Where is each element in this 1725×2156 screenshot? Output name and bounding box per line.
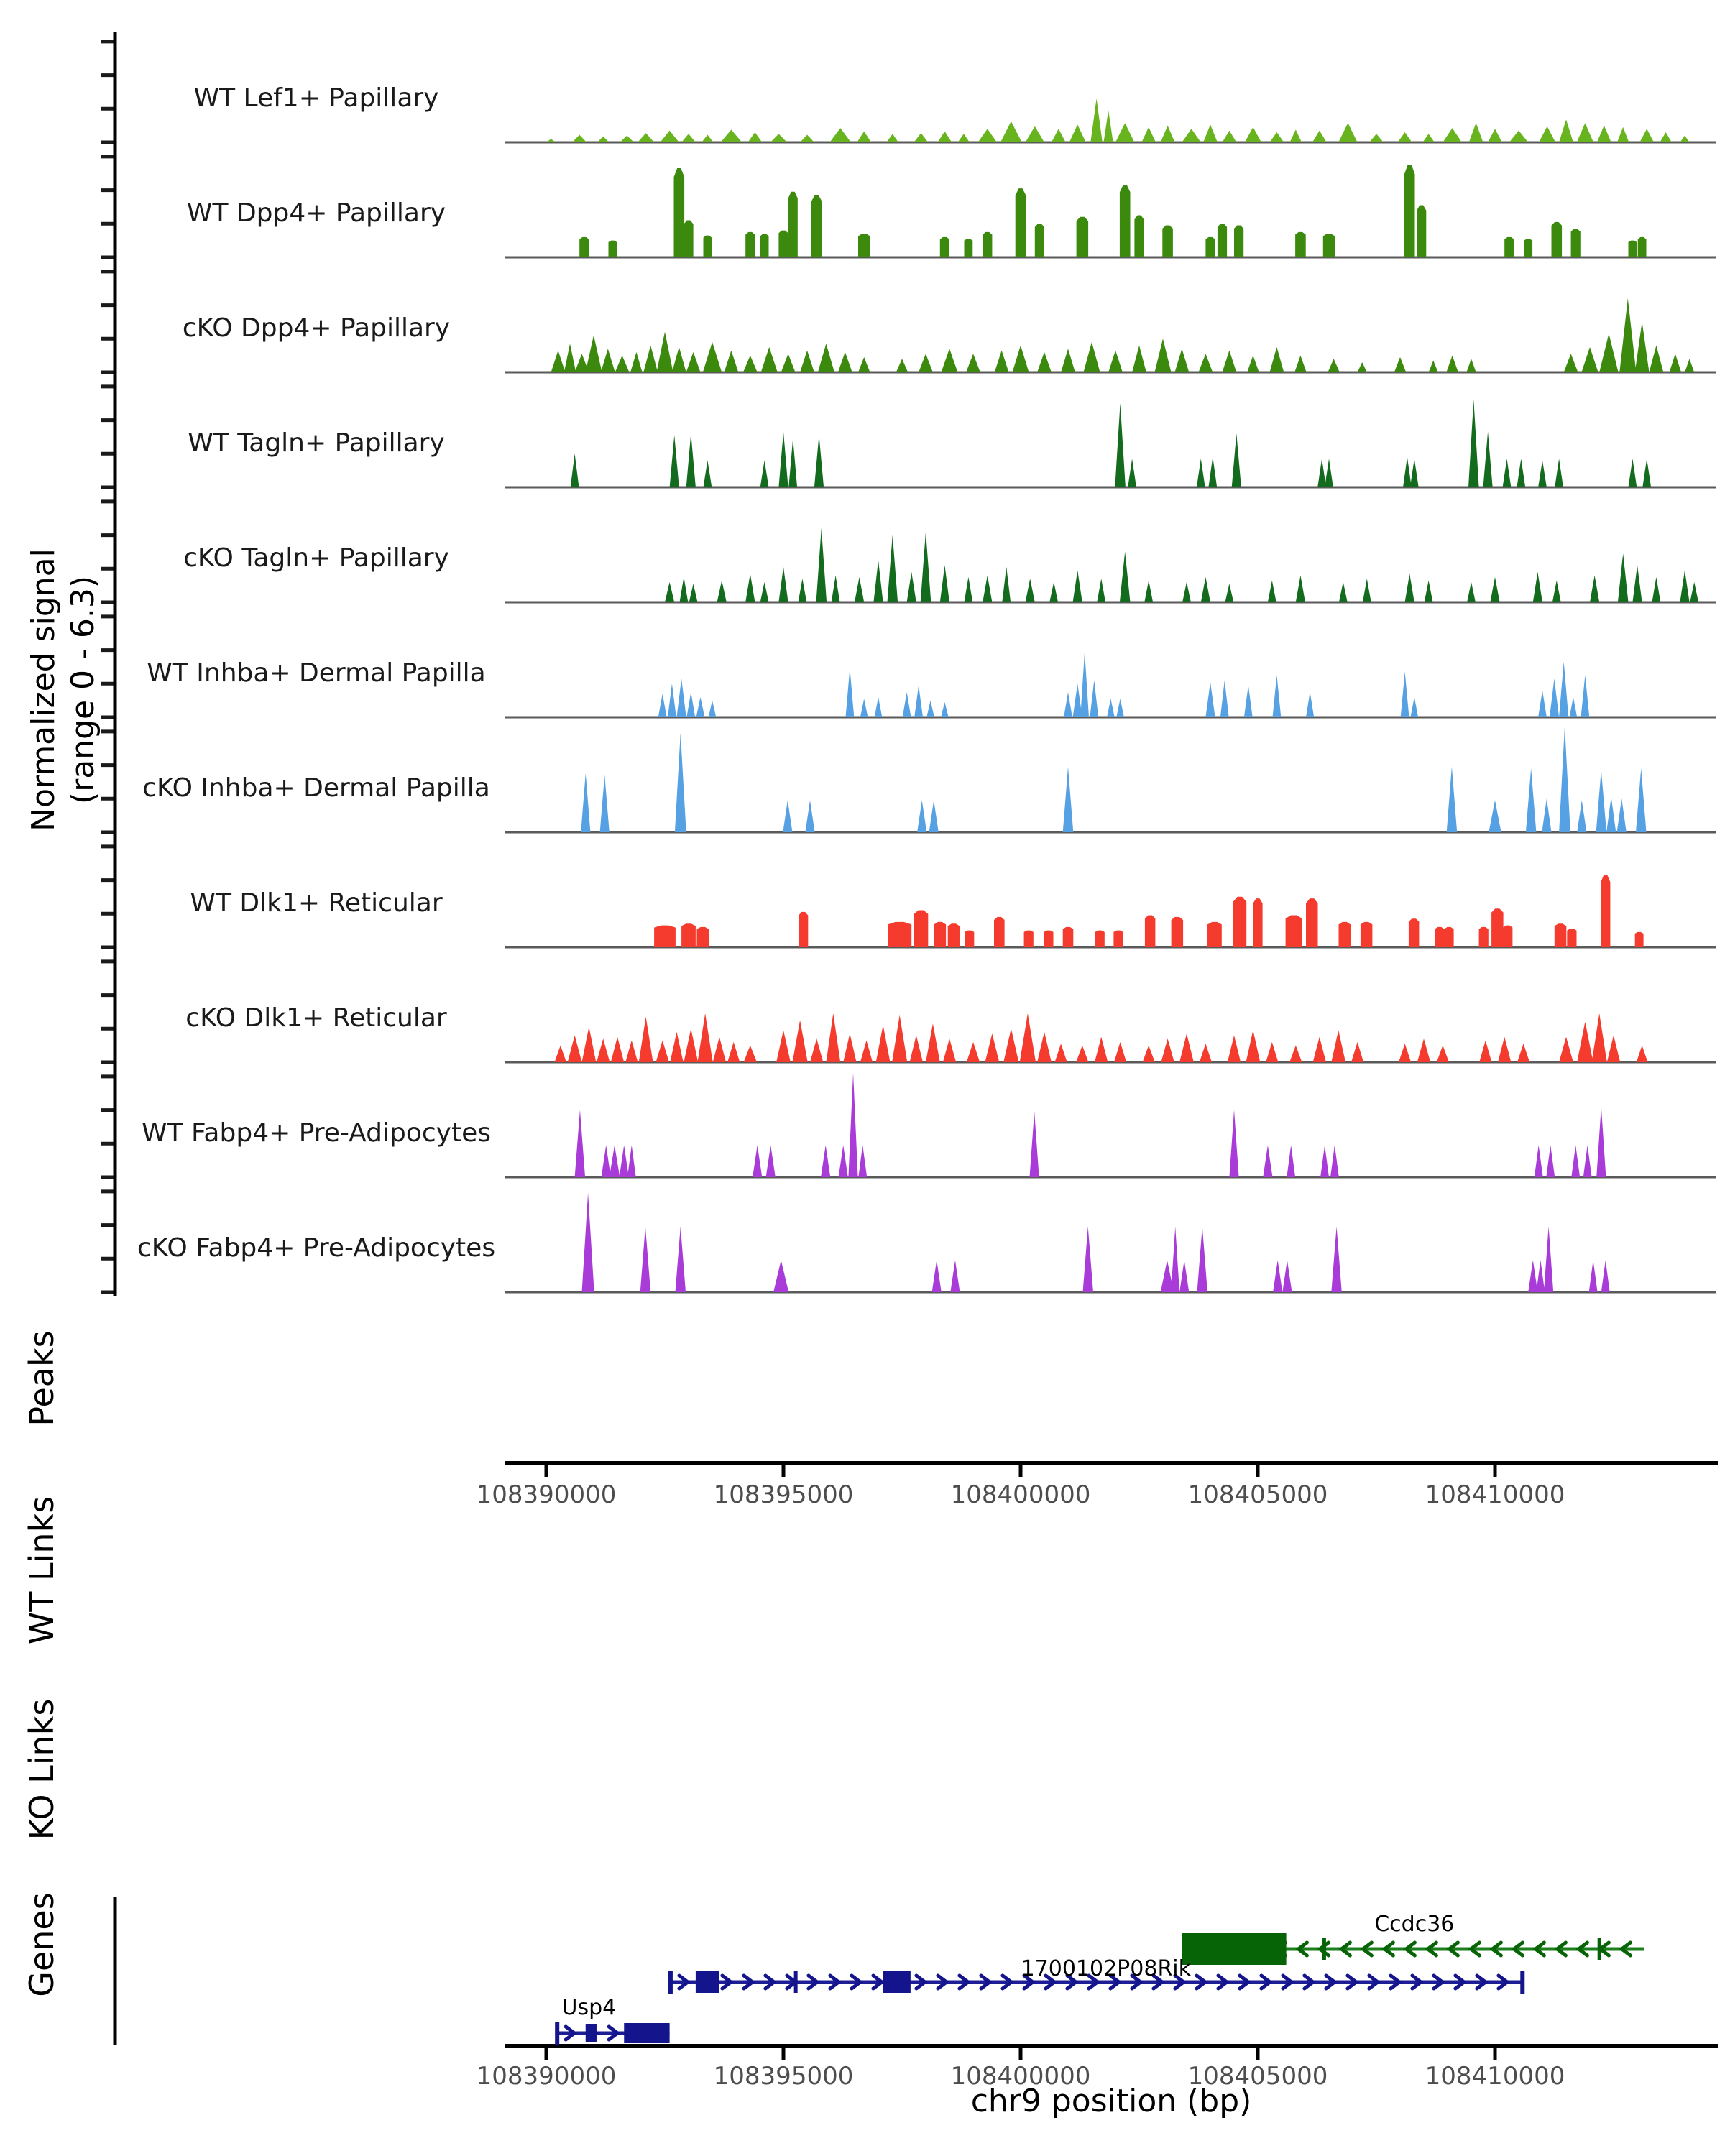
track-label-9: cKO Dlk1+ Reticular <box>185 1003 447 1033</box>
signal-area-8 <box>654 875 1644 947</box>
tick-label: 108405000 <box>1187 2062 1328 2091</box>
section-label-peaks: Peaks <box>22 1330 61 1427</box>
genome-axis <box>505 2044 1718 2048</box>
gene-end-bar <box>555 2022 559 2045</box>
x-axis-title: chr9 position (bp) <box>970 2083 1252 2119</box>
signal-area-6 <box>658 652 1590 717</box>
gene-exon-1700102P08Rik <box>883 1971 911 1993</box>
signal-area-2 <box>579 165 1646 257</box>
gene-exon-tick <box>794 1971 798 1993</box>
gene-label-Ccdc36: Ccdc36 <box>1374 1912 1455 1937</box>
gene-end-bar <box>668 1971 673 1994</box>
track-label-7: cKO Inhba+ Dermal Papilla <box>142 773 490 803</box>
track-label-5: cKO Tagln+ Papillary <box>183 543 449 573</box>
signal-area-4 <box>571 400 1651 487</box>
tick-label: 108400000 <box>950 1480 1091 1509</box>
track-label-8: WT Dlk1+ Reticular <box>190 888 443 918</box>
track-label-1: WT Lef1+ Papillary <box>193 83 439 113</box>
section-label-ko-links: KO Links <box>22 1698 61 1841</box>
gene-exon-1700102P08Rik <box>696 1971 719 1993</box>
signal-area-1 <box>546 98 1690 142</box>
signal-area-7 <box>581 727 1646 832</box>
gene-exon-Usp4 <box>586 2024 597 2042</box>
peaks-axis <box>505 1461 1718 1465</box>
tick-label: 108390000 <box>476 1480 617 1509</box>
tick-label: 108410000 <box>1425 1480 1565 1509</box>
tick-label: 108390000 <box>476 2062 617 2091</box>
track-label-6: WT Inhba+ Dermal Papilla <box>147 658 486 688</box>
gene-exon-Usp4 <box>624 2023 669 2043</box>
signal-area-5 <box>665 528 1698 602</box>
gene-exon-tick <box>1322 1938 1326 1960</box>
y-axis-label-line1: Normalized signal <box>25 548 62 831</box>
track-label-11: cKO Fabp4+ Pre-Adipocytes <box>137 1233 496 1263</box>
tick-label: 108400000 <box>950 2062 1091 2091</box>
gene-exon-Ccdc36 <box>1182 1933 1286 1965</box>
gene-end-bar <box>1520 1971 1524 1994</box>
signal-area-10 <box>575 1073 1606 1177</box>
track-label-3: cKO Dpp4+ Papillary <box>182 313 451 343</box>
tick-label: 108405000 <box>1187 1480 1328 1509</box>
tick-label: 108410000 <box>1425 2062 1565 2091</box>
track-label-4: WT Tagln+ Papillary <box>188 428 445 458</box>
signal-area-9 <box>555 1013 1648 1062</box>
gene-exon-tick <box>1598 1938 1601 1960</box>
tick-label: 108395000 <box>713 2062 854 2091</box>
gene-label-Usp4: Usp4 <box>561 1995 617 2020</box>
signal-area-11 <box>582 1193 1610 1292</box>
track-label-10: WT Fabp4+ Pre-Adipocytes <box>142 1118 491 1148</box>
tick-label: 108395000 <box>713 1480 854 1509</box>
track-label-2: WT Dpp4+ Papillary <box>186 198 446 228</box>
signal-area-3 <box>551 298 1695 372</box>
y-axis-label-line2: (range 0 - 6.3) <box>65 575 101 805</box>
section-label-genes: Genes <box>22 1892 61 1997</box>
gene-label-1700102P08Rik: 1700102P08Rik <box>1021 1956 1192 1981</box>
section-label-wt-links: WT Links <box>22 1496 61 1645</box>
